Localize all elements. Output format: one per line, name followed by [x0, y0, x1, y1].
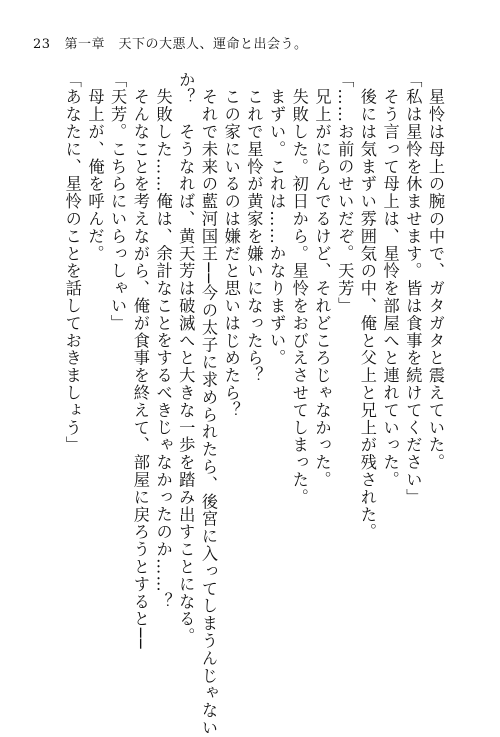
page-number: 23: [33, 37, 51, 52]
running-header: [33, 33, 308, 52]
text-line: そんなことを考えながら、俺が食事を終えて、部屋に戻ろうとすると──: [130, 71, 150, 650]
text-line: か？ そうなれば、黄天芳は破滅へと大きな一歩を踏み出すことになる。: [176, 71, 196, 646]
text-line: まずい。これは……かなりまずい。: [267, 71, 287, 367]
text-line: 「……お前のせいだぞ。天芳」: [335, 71, 355, 315]
text-line: この家にいるのは嫌だと思いはじめたら？: [221, 71, 241, 419]
text-line: 「天芳。こちらにいらっしゃい」: [108, 71, 128, 332]
text-line: 「あなたに、星怜のことを話しておきましょう」: [62, 71, 82, 454]
vertical-body-text: [60, 71, 446, 737]
text-line: 後には気まずい雰囲気の中、俺と父上と兄上が残された。: [357, 71, 377, 541]
text-line: 失敗した。初日から。星怜をおびえさせてしまった。: [289, 71, 309, 506]
text-line: 失敗した……俺は、余計なことをするべきじゃなかったのか……？: [153, 71, 173, 611]
text-line: そう言って母上は、星怜を部屋へと連れていった。: [380, 71, 400, 489]
text-line: 兄上がにらんでるけど、それどころじゃなかった。: [312, 71, 332, 489]
text-line: 「私は星怜を休ませます。皆は食事を続けてください」: [403, 71, 423, 506]
text-line: それで未来の藍河国王──今の太子に求められたら、後宮に入ってしまうんじゃない: [198, 71, 218, 737]
running-title: 第一章 天下の大悪人、運命と出会う。: [64, 37, 308, 52]
text-line: 母上が、俺を呼んだ。: [85, 71, 105, 263]
text-line: これで星怜が黄家を嫌いになったら？: [244, 71, 264, 385]
text-line: 星怜は母上の腕の中で、ガタガタと震えていた。: [426, 71, 445, 472]
